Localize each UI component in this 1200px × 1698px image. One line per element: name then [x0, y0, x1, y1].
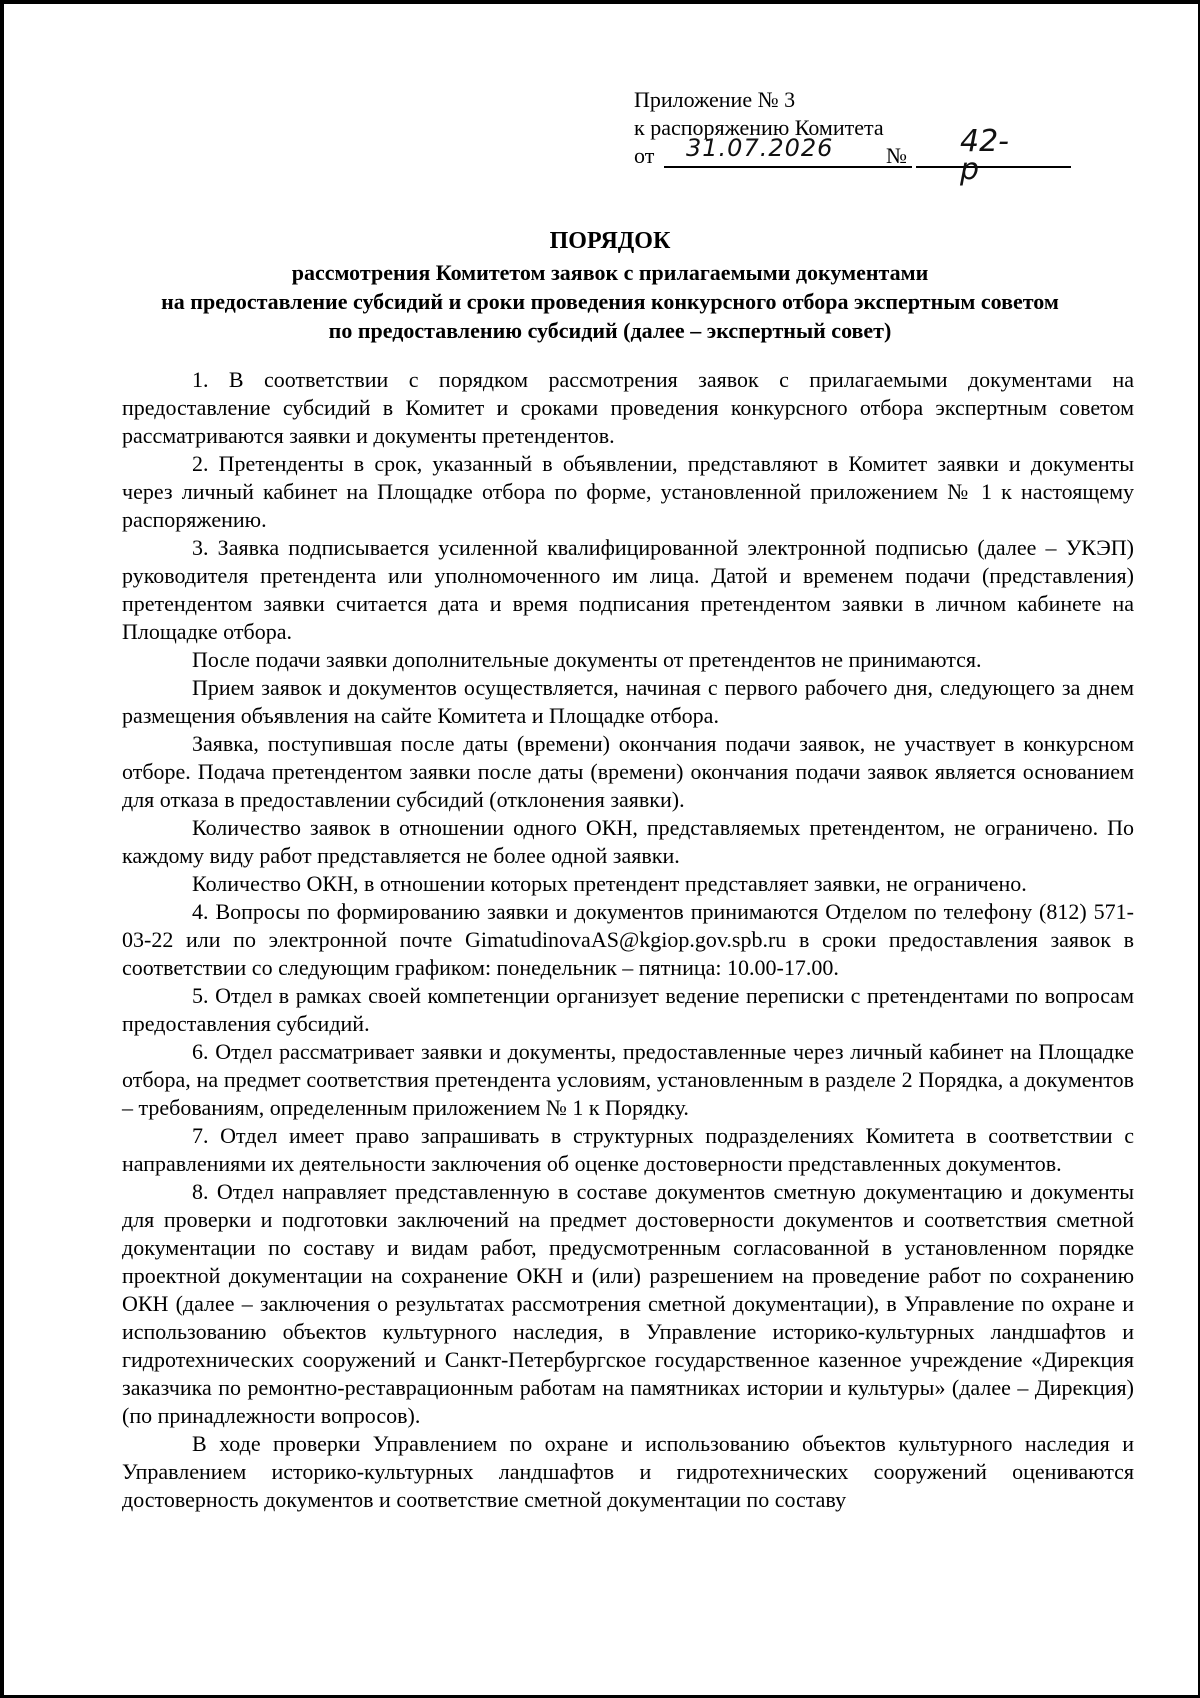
paragraph: 4. Вопросы по формированию заявки и документов принимаются Отделом по телефону (812) 571-03-22 или по электронной почте GimatudinovaAS@kgiop.gov.spb.ru в сроки предоставления заявок в соответствии со следующим графиком: понедельник – пятница: 10.00-17.00. — [122, 899, 1134, 980]
paragraph: Прием заявок и документов осуществляется, начиная с первого рабочего дня, следующего за днем размещения объявления на сайте Комитета и Площадке отбора. — [122, 675, 1134, 728]
paragraph: 3. Заявка подписывается усиленной квалифицированной электронной подписью (далее – УКЭП) руководителя претендента или уполномоченного им лица. Датой и временем подачи (представления) претендентом заявки считается дата и время подписания претендентом заявки в личном кабинете на Площадке отбора. — [122, 535, 1134, 644]
title-subtitle-line-2: на предоставление субсидий и сроки проведения конкурсного отбора экспертным советом — [161, 289, 1059, 314]
handwritten-date: 31.07.2026 — [686, 134, 834, 162]
paragraph: Количество ОКН, в отношении которых претендент представляет заявки, не ограничено. — [192, 871, 1027, 896]
date-underline — [664, 166, 912, 168]
date-prefix: от — [634, 143, 655, 168]
paragraph: 2. Претенденты в срок, указанный в объявлении, представляют в Комитет заявки и документы через личный кабинет на Площадке отбора по форме, установленной приложением № 1 к настоящему распоряжению. — [122, 451, 1134, 532]
number-prefix: № — [886, 143, 907, 168]
title-main: ПОРЯДОК — [549, 228, 671, 254]
document-body — [122, 366, 1134, 1514]
document-title — [110, 224, 1110, 345]
paragraph: В ходе проверки Управлением по охране и использованию объектов культурного наследия и Управлением историко-культурных ландшафтов и гидротехнических сооружений оцениваются достоверность документов и соответствие сметной документации по составу — [122, 1431, 1134, 1512]
attachment-number: Приложение № 3 — [634, 87, 796, 112]
attachment-header — [634, 86, 1009, 187]
title-subtitle-line-1: рассмотрения Комитетом заявок с прилагаемыми документами — [291, 260, 929, 285]
paragraph: Заявка, поступившая после даты (времени) окончания подачи заявок, не участвует в конкурсном отборе. Подача претендентом заявки после даты (времени) окончания подачи заявок является основанием для отказа в предоставлении субсидий (отклонения заявки). — [122, 731, 1134, 812]
paragraph: 6. Отдел рассматривает заявки и документы, предоставленные через личный кабинет на Площадке отбора, на предмет соответствия претендента условиям, установленным в разделе 2 Порядка, а документов – требованиям, определенным приложением № 1 к Порядку. — [122, 1039, 1134, 1120]
paragraph: 8. Отдел направляет представленную в составе документов сметную документацию и документы для проверки и подготовки заключений на предмет достоверности документов и соответствия сметной документации по составу и видам работ, предусмотренным согласованной в установленном порядке проектной документации на сохранение ОКН и (или) разрешением на проведение работ по сохранению ОКН (далее – заключения о результатах рассмотрения сметной документации), в Управление по охране и использованию объектов культурного наследия, в Управление историко-культурных ландшафтов и гидротехнических сооружений и Санкт-Петербургское государственное казенное учреждение «Дирекция заказчика по ремонтно-реставрационным работам на памятниках истории и культуры» (далее – Дирекция) (по принадлежности вопросов). — [122, 1179, 1134, 1428]
paragraph: После подачи заявки дополнительные документы от претендентов не принимаются. — [192, 647, 982, 672]
order-reference: к распоряжению Комитета — [634, 115, 884, 140]
scan-edge-top — [0, 0, 1200, 4]
handwritten-number: 42-р — [960, 124, 1009, 187]
paragraph: 5. Отдел в рамках своей компетенции организует ведение переписки с претендентами по вопросам предоставления субсидий. — [122, 983, 1134, 1036]
title-subtitle-line-3: по предоставлению субсидий (далее – экспертный совет) — [328, 318, 892, 343]
scan-edge-left — [0, 0, 4, 1698]
paragraph: 7. Отдел имеет право запрашивать в структурных подразделениях Комитета в соответствии с направлениями их деятельности заключения об оценке достоверности представленных документов. — [122, 1123, 1134, 1176]
paragraph: Количество заявок в отношении одного ОКН, представляемых претендентом, не ограничено. По каждому виду работ представляется не более одной заявки. — [122, 815, 1134, 868]
paragraph: 1. В соответствии с порядком рассмотрения заявок с прилагаемыми документами на предоставление субсидий в Комитет и сроками проведения конкурсного отбора экспертным советом рассматриваются заявки и документы претендентов. — [122, 367, 1134, 448]
